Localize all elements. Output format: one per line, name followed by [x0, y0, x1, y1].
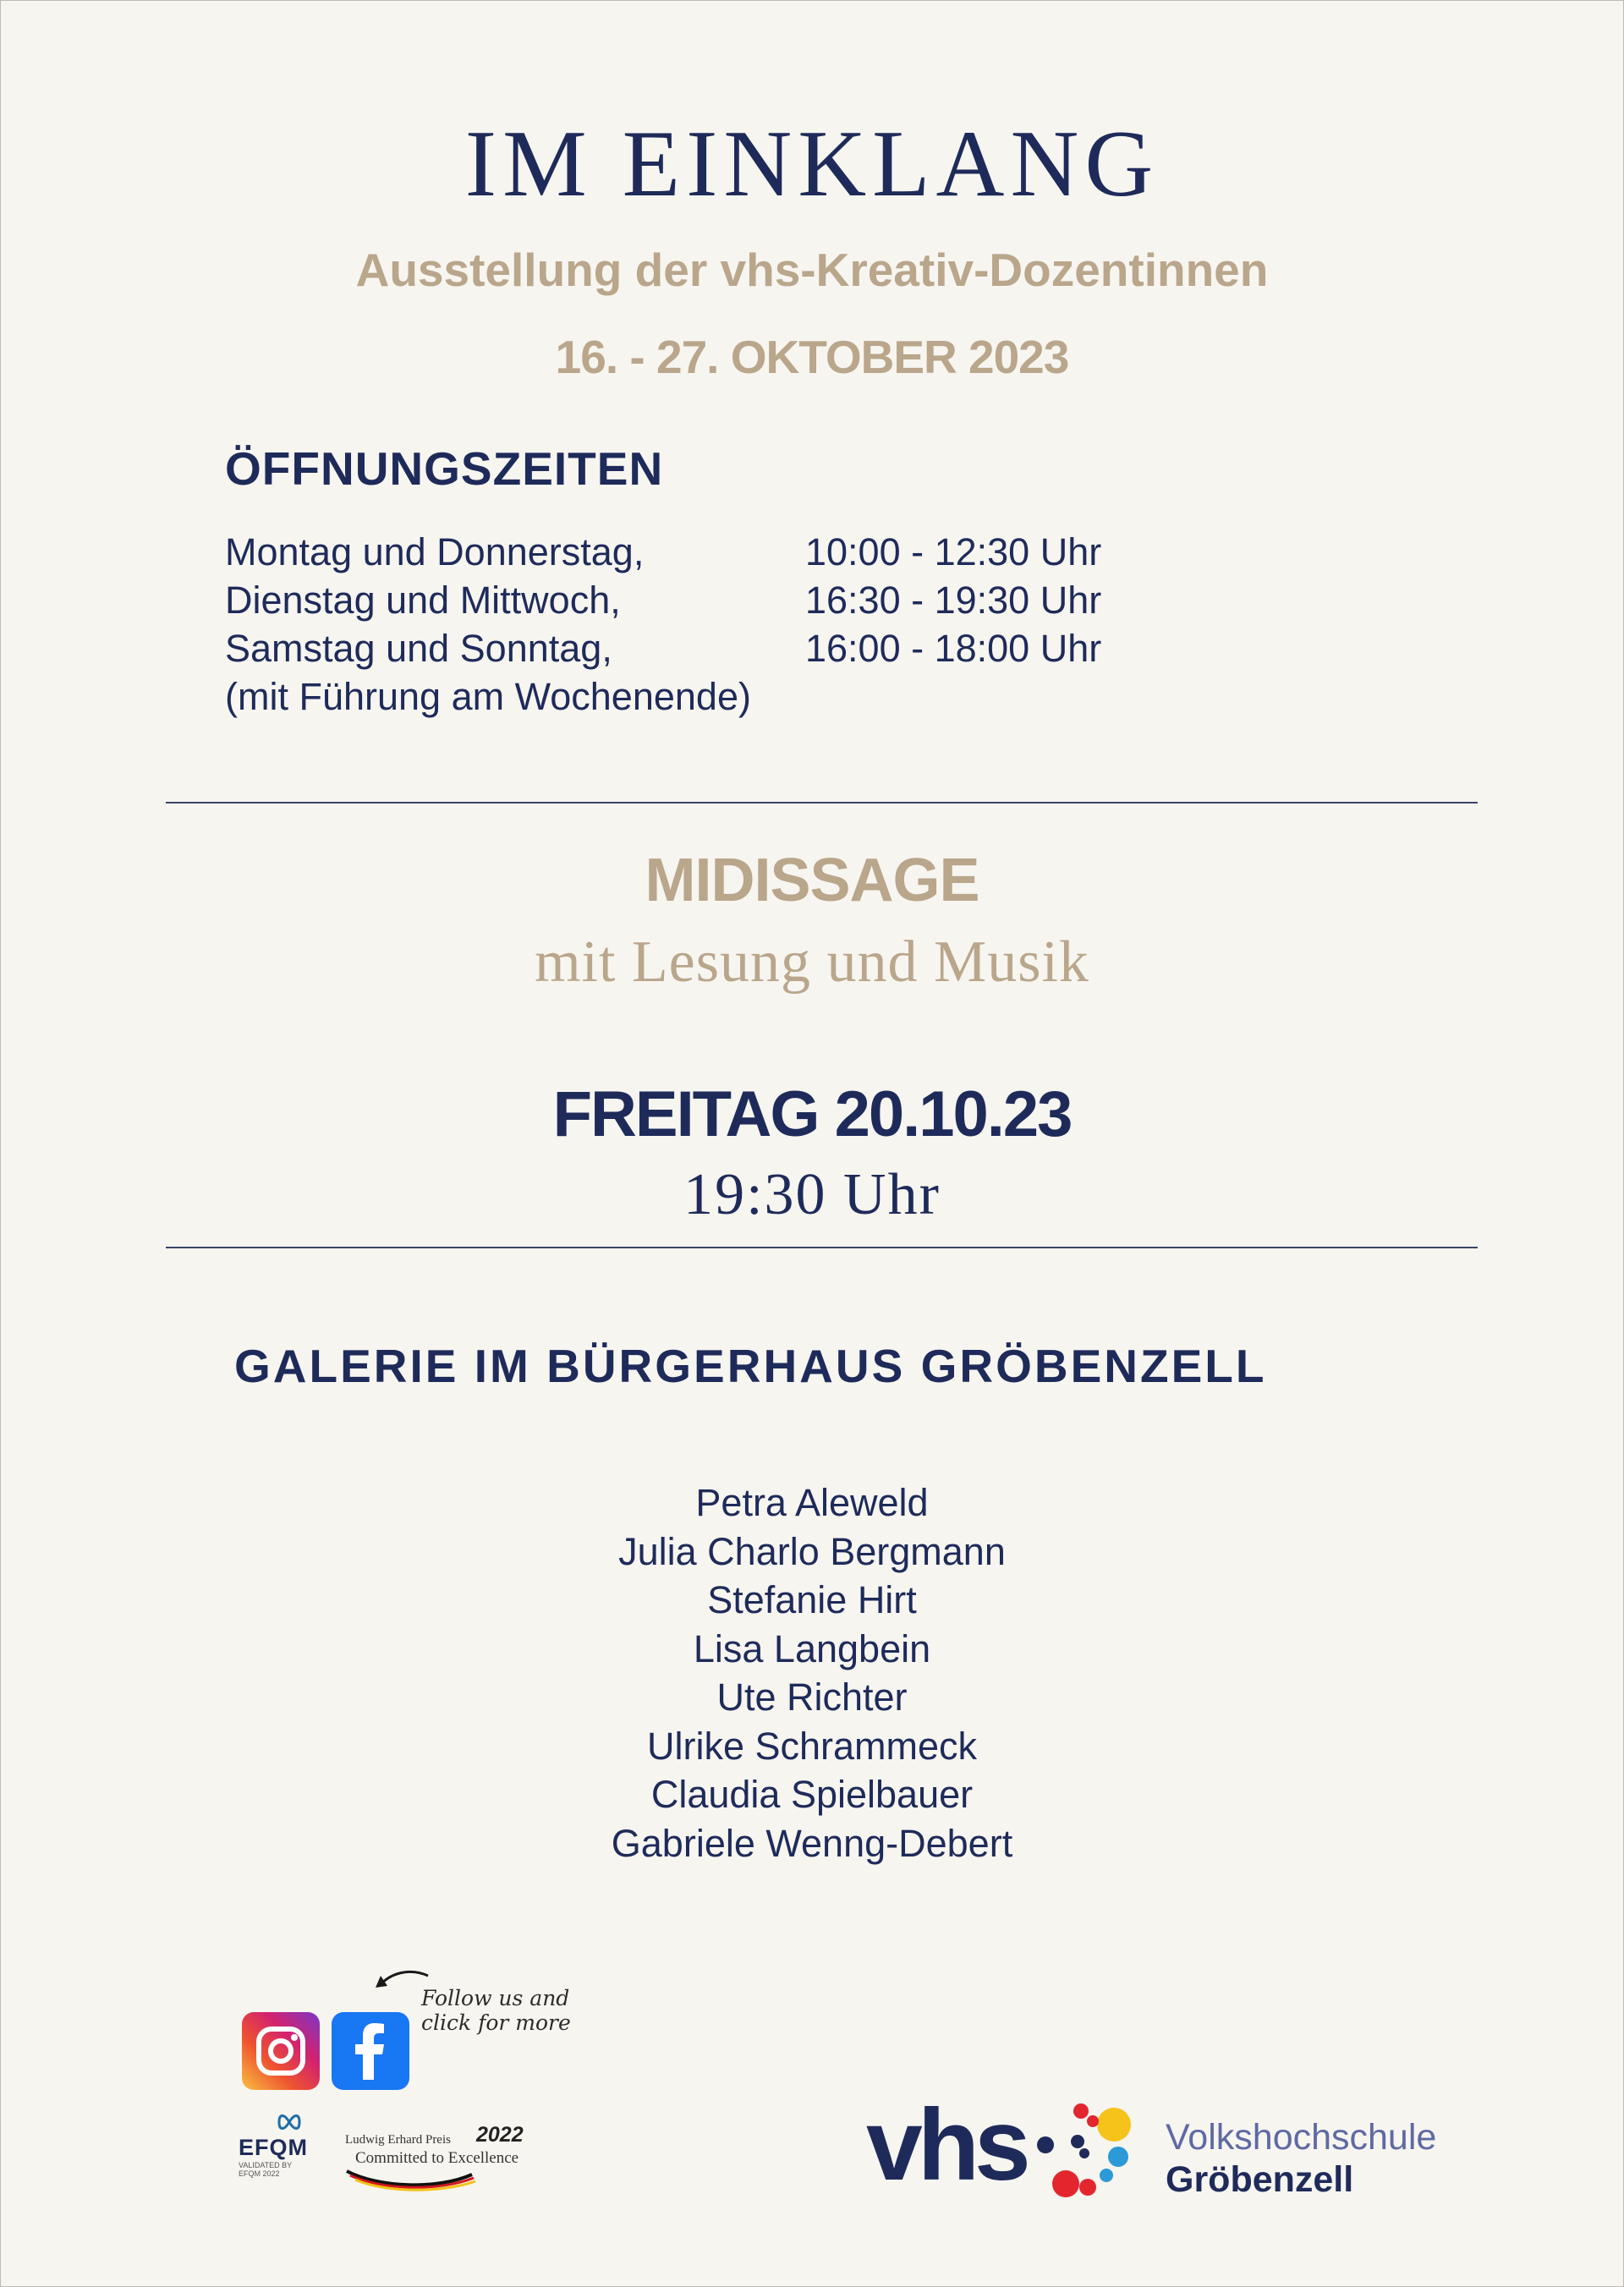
efqm-note: VALIDATED BY — [239, 2161, 293, 2169]
follow-line: click for more — [421, 2010, 571, 2035]
event-subheading: mit Lesung und Musik — [535, 930, 1089, 995]
efqm-badge — [239, 2109, 323, 2178]
list-item: Lisa Langbein — [693, 1626, 931, 1670]
list-item: Ute Richter — [716, 1675, 908, 1719]
divider-bottom — [166, 1247, 1478, 1248]
efqm-logo-icon — [239, 2109, 323, 2135]
exhibition-subtitle: Ausstellung der vhs-Kreativ-Dozentinnen — [355, 244, 1269, 296]
hours-time: 16:30 - 19:30 Uhr — [805, 579, 1102, 622]
list-item: Julia Charlo Bergmann — [618, 1529, 1006, 1573]
vhs-logo-wordmark: vhs — [866, 2088, 1026, 2202]
hours-days: Samstag und Sonntag, — [225, 627, 612, 670]
artist-list — [0, 1478, 1624, 1867]
follow-us-text[interactable] — [421, 1986, 571, 2035]
hours-row — [225, 576, 1101, 624]
list-item: Stefanie Hirt — [707, 1578, 917, 1621]
hours-time: 16:00 - 18:00 Uhr — [805, 627, 1102, 670]
exhibition-date-range: 16. - 27. OKTOBER 2023 — [555, 331, 1069, 383]
efqm-label: EFQM — [239, 2135, 308, 2160]
award-title: Ludwig Erhard Preis — [345, 2133, 451, 2147]
vhs-logo-text — [1166, 2116, 1436, 2201]
hours-days: Dienstag und Mittwoch, — [225, 579, 621, 622]
list-item: Petra Aleweld — [695, 1481, 929, 1524]
list-item: Gabriele Wenng-Debert — [611, 1821, 1013, 1865]
hours-row — [225, 528, 1101, 576]
event-time: 19:30 Uhr — [683, 1162, 941, 1227]
hours-days: Montag und Donnerstag, — [225, 530, 645, 573]
venue-name: GALERIE IM BÜRGERHAUS GRÖBENZELL — [234, 1340, 1267, 1392]
list-item: Claudia Spielbauer — [650, 1773, 974, 1816]
event-date: FREITAG 20.10.23 — [552, 1078, 1072, 1150]
vhs-location-line: Gröbenzell — [1166, 2159, 1354, 2200]
event-heading: MIDISSAGE — [645, 847, 979, 914]
ludwig-erhard-preis-badge — [345, 2123, 524, 2193]
list-item: Ulrike Schrammeck — [646, 1724, 978, 1768]
hours-time: 10:00 - 12:30 Uhr — [805, 530, 1102, 573]
divider-top — [166, 802, 1478, 803]
hours-days: (mit Führung am Wochenende) — [225, 675, 751, 718]
award-subtitle: Committed to Excellence — [355, 2149, 519, 2167]
award-swoosh-icon — [345, 2168, 514, 2193]
facebook-icon[interactable] — [332, 2012, 409, 2090]
opening-hours-heading: ÖFFNUNGSZEITEN — [225, 442, 664, 495]
hours-row — [225, 672, 1101, 721]
hours-row — [225, 624, 1101, 672]
follow-line: Follow us and — [421, 1986, 570, 2010]
page-title: IM EINKLANG — [464, 112, 1160, 217]
award-year: 2022 — [475, 2123, 524, 2147]
efqm-note: EFQM 2022 — [239, 2169, 280, 2178]
vhs-dots-icon — [1034, 2099, 1144, 2201]
opening-hours-table — [225, 528, 1101, 721]
vhs-name-line: Volkshochschule — [1166, 2117, 1437, 2158]
instagram-icon[interactable] — [242, 2012, 320, 2090]
